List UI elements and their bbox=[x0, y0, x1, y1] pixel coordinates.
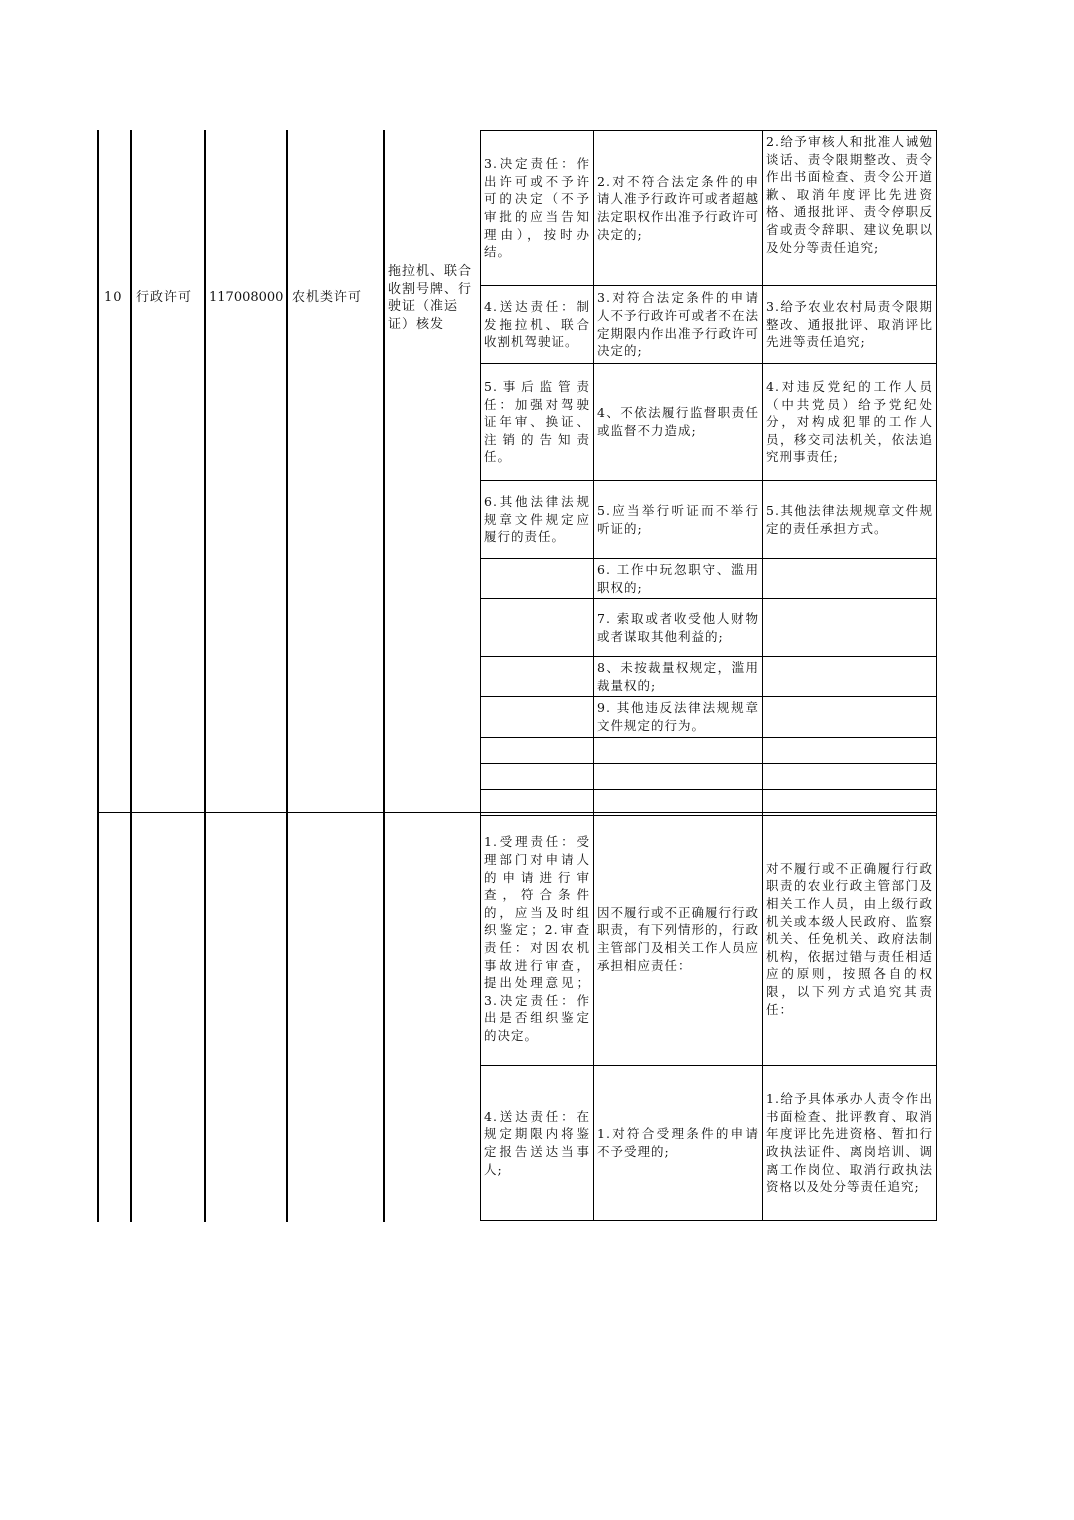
penalty-cell bbox=[763, 657, 937, 697]
penalty-cell: 对不履行或不正确履行行政职责的农业行政主管部门及相关工作人员，由上级行政机关或本级人民政府、监察机关、任免机关、政府法制机构，依据过错与责任相适应的原则，按照各自的权限，以下列方式追究其责任： bbox=[763, 813, 937, 1066]
penalty-cell: 3.给予农业农村局责令限期整改、通报批评、取消评比先进等责任追究; bbox=[763, 286, 937, 364]
table-row bbox=[481, 763, 937, 789]
duty-cell bbox=[481, 559, 594, 599]
table-row bbox=[481, 657, 937, 697]
penalty-cell: 1.给予具体承办人责令作出书面检查、批评教育、取消年度评比先进资格、暂扣行政执法证件、离岗培训、调离工作岗位、取消行政执法资格以及处分等责任追究; bbox=[763, 1066, 937, 1221]
penalty-cell: 2.给予审核人和批准人诫勉谈话、责令限期整改、责令作出书面检查、责令公开道歉、取消年度评比先进资格、通报批评、责令停职反省或责令辞职、建议免职以及处分等责任追究; bbox=[763, 131, 937, 286]
table-row bbox=[481, 481, 937, 559]
duty-cell: 3.决定责任：作出许可或不予许可的决定（不予审批的应当告知理由），按时办结。 bbox=[481, 131, 594, 286]
duty-cell bbox=[481, 657, 594, 697]
case-cell bbox=[594, 763, 763, 789]
case-cell: 6. 工作中玩忽职守、滥用职权的; bbox=[594, 559, 763, 599]
case-cell: 1.对符合受理条件的申请不予受理的; bbox=[594, 1066, 763, 1221]
power-category: 农机类许可 bbox=[292, 290, 363, 305]
case-cell: 因不履行或不正确履行行政职责，有下列情形的，行政主管部门及相关工作人员应承担相应责任： bbox=[594, 813, 763, 1066]
responsibility-table bbox=[480, 812, 937, 1221]
duty-cell bbox=[481, 599, 594, 657]
case-cell: 9. 其他违反法律法规规章文件规定的行为。 bbox=[594, 697, 763, 737]
table-row bbox=[481, 737, 937, 763]
duty-cell: 4.送达责任：制发拖拉机、联合收割机驾驶证。 bbox=[481, 286, 594, 364]
case-cell bbox=[594, 737, 763, 763]
column-rule bbox=[97, 130, 99, 1222]
power-type: 行政许可 bbox=[136, 290, 193, 305]
case-cell: 5.应当举行听证而不举行听证的; bbox=[594, 481, 763, 559]
responsibility-table bbox=[480, 130, 937, 816]
power-code: 117008000 bbox=[209, 290, 284, 305]
table-row bbox=[481, 1066, 937, 1221]
table-row bbox=[481, 286, 937, 364]
case-cell: 8、未按裁量权规定，滥用裁量权的; bbox=[594, 657, 763, 697]
table-row bbox=[481, 131, 937, 286]
case-cell: 3.对符合法定条件的申请人不予行政许可或者不在法定期限内作出准予行政许可决定的; bbox=[594, 286, 763, 364]
table-row bbox=[481, 599, 937, 657]
penalty-cell bbox=[763, 737, 937, 763]
case-cell: 7. 索取或者收受他人财物或者谋取其他利益的; bbox=[594, 599, 763, 657]
column-rule bbox=[383, 130, 385, 1222]
penalty-cell: 5.其他法律法规规章文件规定的责任承担方式。 bbox=[763, 481, 937, 559]
table-row bbox=[481, 697, 937, 737]
table-row bbox=[481, 559, 937, 599]
duty-cell: 4.送达责任：在规定期限内将鉴定报告送达当事人; bbox=[481, 1066, 594, 1221]
row-number: 10 bbox=[104, 290, 123, 305]
power-item: 拖拉机、联合收割号牌、行驶证（准运证）核发 bbox=[388, 264, 473, 332]
column-rule bbox=[286, 130, 288, 1222]
penalty-cell bbox=[763, 559, 937, 599]
case-cell: 4、不依法履行监督职责任或监督不力造成; bbox=[594, 364, 763, 481]
duty-cell: 5.事后监管责任：加强对驾驶证年审、换证、注销的告知责任。 bbox=[481, 364, 594, 481]
case-cell: 2.对不符合法定条件的申请人准予行政许可或者超越法定职权作出准予行政许可决定的; bbox=[594, 131, 763, 286]
penalty-cell bbox=[763, 599, 937, 657]
duty-cell bbox=[481, 697, 594, 737]
penalty-cell bbox=[763, 763, 937, 789]
duty-cell bbox=[481, 737, 594, 763]
table-row bbox=[481, 813, 937, 1066]
duty-cell: 1.受理责任：受理部门对申请人的申请进行审查，符合条件的，应当及时组织鉴定；2.审查责任：对因农机事故进行审查，提出处理意见；3.决定责任：作出是否组织鉴定的决定。 bbox=[481, 813, 594, 1066]
penalty-cell bbox=[763, 697, 937, 737]
column-rule bbox=[130, 130, 132, 1222]
duty-cell: 6.其他法律法规规章文件规定应履行的责任。 bbox=[481, 481, 594, 559]
row-divider bbox=[97, 812, 481, 813]
table-row bbox=[481, 364, 937, 481]
column-rule bbox=[204, 130, 206, 1222]
duty-cell bbox=[481, 763, 594, 789]
penalty-cell: 4.对违反党纪的工作人员（中共党员）给予党纪处分，对构成犯罪的工作人员，移交司法机关，依法追究刑事责任; bbox=[763, 364, 937, 481]
